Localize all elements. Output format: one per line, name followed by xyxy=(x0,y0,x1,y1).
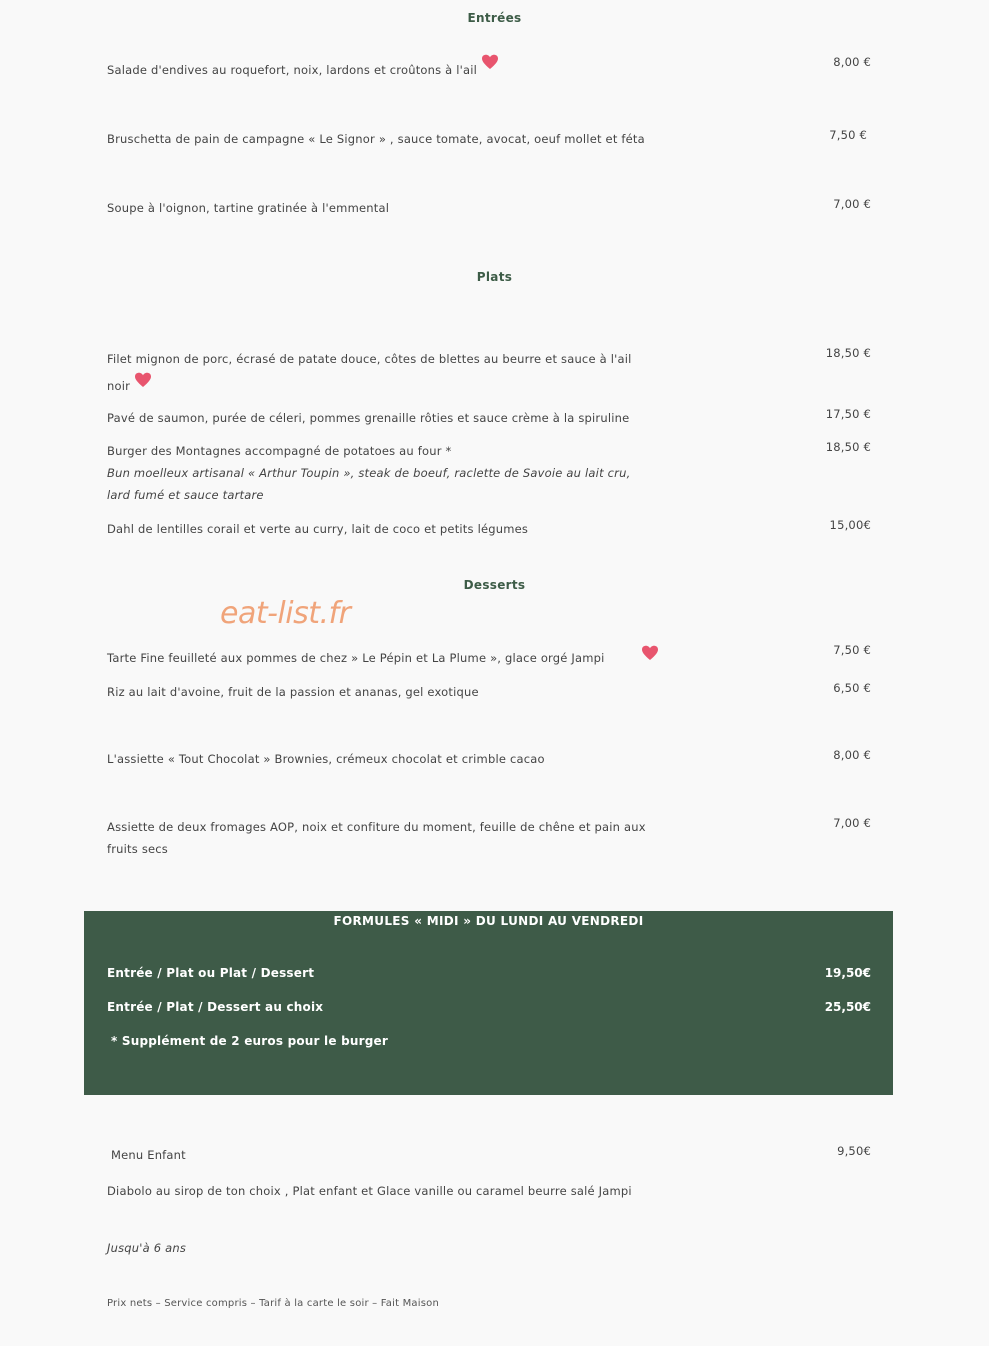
menu-item xyxy=(107,346,652,402)
item-price: 7,00 € xyxy=(833,197,871,211)
item-price: 17,50 € xyxy=(825,407,871,421)
formule-price: 19,50€ xyxy=(824,966,871,980)
item-name: Bruschetta de pain de campagne « Le Signor » , sauce tomate, avocat, oeuf mollet et féta xyxy=(107,132,645,146)
item-price: 8,00 € xyxy=(833,748,871,762)
menu-item xyxy=(107,647,637,669)
item-price: 7,50 € xyxy=(829,128,867,142)
section-title-plats: Plats xyxy=(476,270,513,284)
menu-item xyxy=(107,128,667,150)
heart-icon xyxy=(641,645,659,665)
item-price: 6,50 € xyxy=(833,681,871,695)
heart-icon xyxy=(481,54,499,77)
item-price: 7,00 € xyxy=(833,816,871,830)
formule-price: 25,50€ xyxy=(824,1000,871,1014)
kids-menu-price: 9,50€ xyxy=(837,1144,871,1158)
formules-panel xyxy=(84,911,893,1095)
menu-item xyxy=(107,440,652,506)
menu-item xyxy=(107,407,667,429)
item-name: Pavé de saumon, purée de céleri, pommes grenaille rôties et sauce crème à la spiruline xyxy=(107,411,630,425)
item-name: L'assiette « Tout Chocolat » Brownies, crémeux chocolat et crimble cacao xyxy=(107,752,545,766)
item-name: Salade d'endives au roquefort, noix, lardons et croûtons à l'ail xyxy=(107,63,478,77)
item-name: Assiette de deux fromages AOP, noix et confiture du moment, feuille de chêne et pain aux fruits secs xyxy=(107,820,646,856)
kids-menu-age: Jusqu'à 6 ans xyxy=(107,1241,187,1255)
formule-label: Entrée / Plat / Dessert au choix xyxy=(107,1000,324,1014)
item-price: 18,50 € xyxy=(825,346,871,360)
formule-label: Entrée / Plat ou Plat / Dessert xyxy=(107,966,315,980)
watermark: eat-list.fr xyxy=(220,596,351,631)
heart-icon xyxy=(134,371,152,398)
item-price: 8,00 € xyxy=(833,55,871,69)
item-name: Dahl de lentilles corail et verte au curry, lait de coco et petits légumes xyxy=(107,522,529,536)
kids-menu-title: Menu Enfant xyxy=(111,1148,186,1162)
section-title-entrees: Entrées xyxy=(467,11,522,25)
menu-item xyxy=(107,681,667,703)
item-name: Burger des Montagnes accompagné de potatoes au four * xyxy=(107,444,452,458)
formule-note: * Supplément de 2 euros pour le burger xyxy=(111,1034,388,1048)
formules-title: FORMULES « MIDI » DU LUNDI AU VENDREDI xyxy=(333,914,644,928)
kids-menu-description: Diabolo au sirop de ton choix , Plat enfant et Glace vanille ou caramel beurre salé Jampi xyxy=(107,1184,632,1198)
item-price: 15,00€ xyxy=(829,518,871,532)
footer-note: Prix nets – Service compris – Tarif à la carte le soir – Fait Maison xyxy=(107,1298,439,1309)
menu-item xyxy=(107,59,667,83)
menu-item xyxy=(107,748,667,770)
menu-item xyxy=(107,197,667,219)
item-price: 18,50 € xyxy=(825,440,871,454)
menu-item xyxy=(107,816,667,860)
item-description: Bun moelleux artisanal « Arthur Toupin », steak de boeuf, raclette de Savoie au lait cru, lard fumé et sauce tartare xyxy=(107,466,631,502)
item-name: Filet mignon de porc, écrasé de patate douce, côtes de blettes au beurre et sauce à l'ail noir xyxy=(107,352,632,393)
item-name: Riz au lait d'avoine, fruit de la passion et ananas, gel exotique xyxy=(107,685,479,699)
item-name: Tarte Fine feuilleté aux pommes de chez » Le Pépin et La Plume », glace orgé Jampi xyxy=(107,651,605,665)
section-title-desserts: Desserts xyxy=(463,578,526,592)
menu-item xyxy=(107,518,667,540)
item-price: 7,50 € xyxy=(833,643,871,657)
item-name: Soupe à l'oignon, tartine gratinée à l'emmental xyxy=(107,201,390,215)
